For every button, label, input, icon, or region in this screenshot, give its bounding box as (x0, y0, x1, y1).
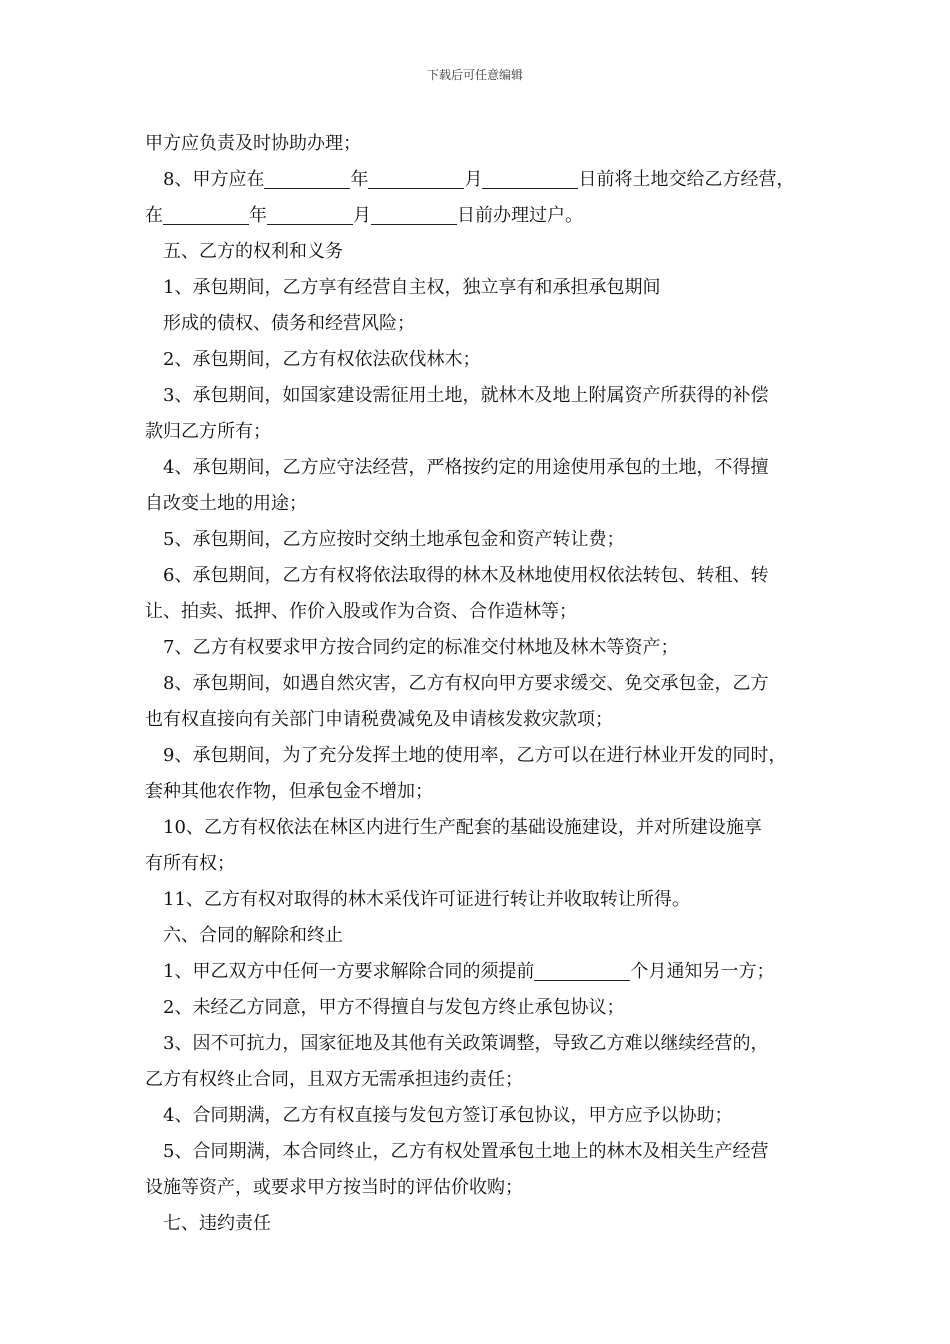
text-line: 5、合同期满，本合同终止，乙方有权处置承包土地上的林木及相关生产经营 (163, 1141, 769, 1162)
text-segment: 年 (350, 169, 369, 190)
text-line: 也有权直接向有关部门申请税费减免及申请核发救灾款项； (145, 709, 613, 730)
text-segment: 日前将土地交给乙方经营， (578, 169, 795, 190)
text-line: 5、承包期间，乙方应按时交纳土地承包金和资产转让费； (163, 529, 625, 550)
text-line: 10、乙方有权依法在林区内进行生产配套的基础设施建设，并对所建设施享 (163, 817, 762, 838)
text-line: 3、因不可抗力，国家征地及其他有关政策调整，导致乙方难以继续经营的， (163, 1033, 769, 1054)
text-line: 自改变土地的用途； (145, 493, 307, 514)
text-line: 4、承包期间，乙方应守法经营，严格按约定的用途使用承包的土地，不得擅 (163, 457, 769, 478)
section-heading: 五、乙方的权利和义务 (163, 241, 343, 262)
text-line: 有所有权； (145, 853, 235, 874)
blank-field (482, 166, 578, 189)
text-segment: 月 (464, 169, 483, 190)
text-line-handover-date (145, 162, 810, 198)
text-segment: 年 (249, 205, 267, 226)
text-line: 2、未经乙方同意，甲方不得擅自与发包方终止承包协议； (163, 997, 625, 1018)
text-line: 3、承包期间，如国家建设需征用土地，就林木及地上附属资产所获得的补偿 (163, 385, 769, 406)
text-line: 2、承包期间，乙方有权依法砍伐林木； (163, 349, 481, 370)
text-line: 11、乙方有权对取得的林木采伐许可证进行转让并收取转让所得。 (163, 889, 690, 910)
blank-field (534, 958, 630, 981)
text-line: 让、拍卖、抵押、作价入股或作为合资、合作造林等； (145, 601, 577, 622)
text-line: 8、承包期间，如遇自然灾害，乙方有权向甲方要求缓交、免交承包金，乙方 (163, 673, 769, 694)
text-segment: 1、甲乙双方中任何一方要求解除合同的须提前 (163, 961, 535, 982)
blank-field (264, 166, 350, 189)
blank-field (267, 202, 353, 225)
text-line: 甲方应负责及时协助办理； (145, 133, 361, 154)
blank-field (368, 166, 464, 189)
text-line: 乙方有权终止合同，且双方无需承担违约责任； (145, 1069, 523, 1090)
text-segment: 日前办理过户。 (457, 205, 583, 226)
text-segment: 8、甲方应在 (163, 169, 265, 190)
text-line: 款归乙方所有； (145, 421, 271, 442)
text-line: 6、承包期间，乙方有权将依法取得的林木及林地使用权依法转包、转租、转 (163, 565, 769, 586)
text-line: 1、承包期间，乙方享有经营自主权，独立享有和承担承包期间 (163, 277, 661, 298)
text-line: 设施等资产，或要求甲方按当时的评估价收购； (145, 1177, 523, 1198)
text-segment: 在 (145, 205, 163, 226)
text-line-notice-period (145, 954, 810, 990)
blank-field (371, 202, 457, 225)
section-heading: 七、违约责任 (163, 1213, 271, 1234)
text-line: 9、承包期间，为了充分发挥土地的使用率，乙方可以在进行林业开发的同时， (163, 745, 787, 766)
text-segment: 月 (353, 205, 371, 226)
text-line-transfer-date (145, 198, 810, 234)
page-header: 下载后可任意编辑 (426, 68, 523, 82)
section-heading: 六、合同的解除和终止 (163, 925, 343, 946)
text-line: 形成的债权、债务和经营风险； (163, 313, 415, 334)
text-line: 4、合同期满，乙方有权直接与发包方签订承包协议，甲方应予以协助； (163, 1105, 733, 1126)
text-line: 7、乙方有权要求甲方按合同约定的标准交付林地及林木等资产； (163, 637, 679, 658)
text-line: 套种其他农作物，但承包金不增加； (145, 781, 433, 802)
contract-body (145, 126, 810, 1242)
blank-field (163, 202, 249, 225)
text-segment: 个月通知另一方； (630, 961, 775, 982)
